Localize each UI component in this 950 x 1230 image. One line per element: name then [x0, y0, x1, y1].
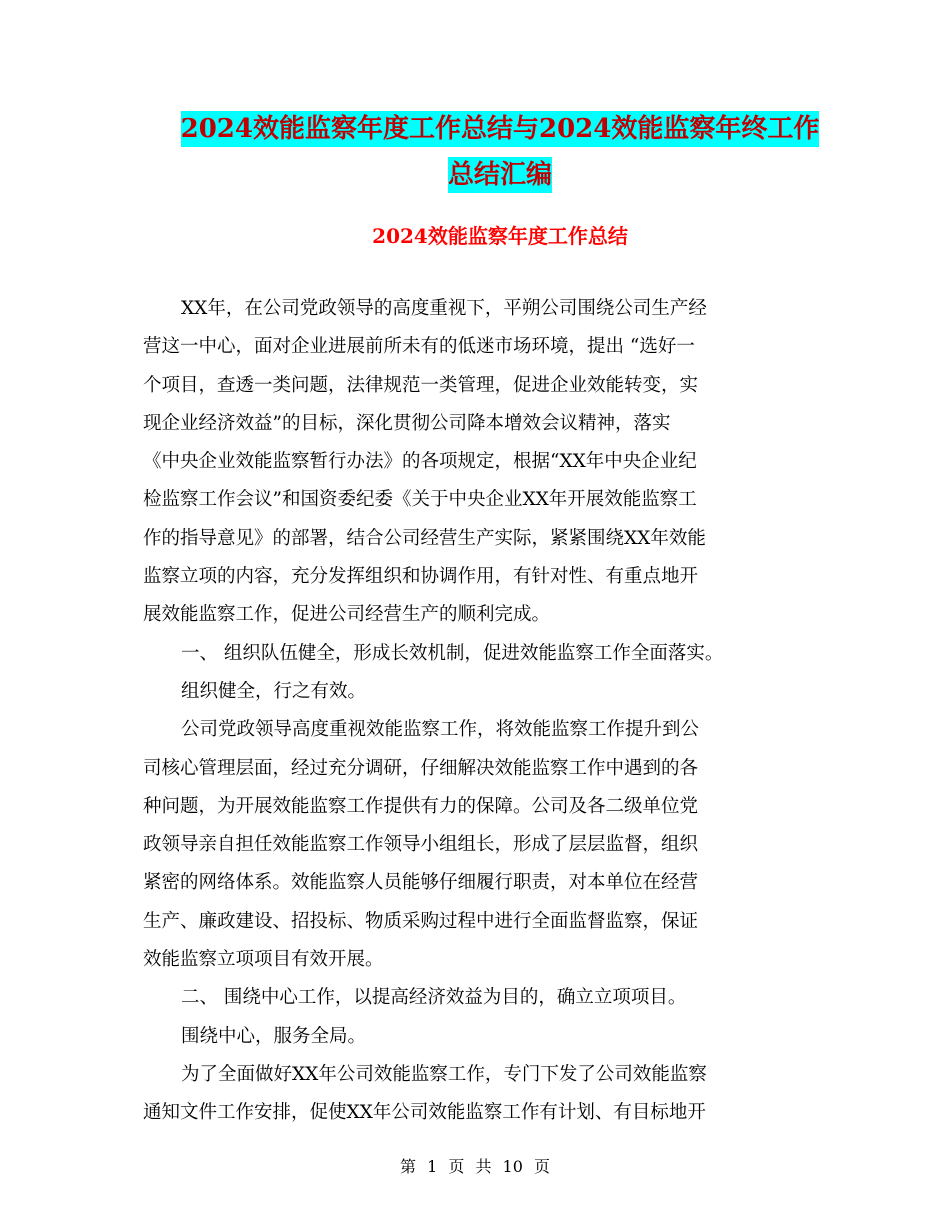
heading-line: 组织健全，行之有效。 [181, 680, 367, 702]
paragraph-line: 紧密的网络体系。效能监察人员能够仔细履行职责，对本单位在经营 [143, 872, 699, 894]
paragraph-line: 生产、廉政建设、招投标、物质采购过程中进行全面监督监察，保证 [143, 910, 699, 932]
paragraph-line: XX年，在公司党政领导的高度重视下，平朔公司围绕公司生产经 [181, 298, 707, 319]
paragraph-line: 政领导亲自担任效能监察工作领导小组组长，形成了层层监督，组织 [143, 834, 699, 856]
heading-line: 二、 围绕中心工作，以提高经济效益为目的，确立立项项目。 [181, 987, 687, 1009]
paragraph-line: 监察立项的内容，充分发挥组织和协调作用，有针对性、有重点地开 [143, 566, 699, 588]
heading-line: 围绕中心，服务全局。 [181, 1025, 367, 1047]
paragraph-line: 检监察工作会议”和国资委纪委《关于中央企业XX年开展效能监察工 [143, 489, 697, 511]
document-title [150, 106, 850, 198]
section-title: 2024效能监察年度工作总结 [372, 224, 628, 248]
body-text [143, 290, 823, 1133]
paragraph-line: 司核心管理层面，经过充分调研，仔细解决效能监察工作中遇到的各 [143, 757, 699, 779]
paragraph-line: 效能监察立项项目有效开展。 [143, 949, 384, 971]
paragraph-line: 现企业经济效益”的目标，深化贯彻公司降本增效会议精神，落实 [143, 412, 671, 434]
title-line-1: 2024效能监察年度工作总结与2024效能监察年终工作 [181, 111, 820, 147]
paragraph-line: 个项目，查透一类问题，法律规范一类管理，促进企业效能转变，实 [143, 374, 699, 396]
title-line-2: 总结汇编 [448, 157, 552, 193]
paragraph-line: 公司党政领导高度重视效能监察工作，将效能监察工作提升到公 [181, 719, 700, 741]
paragraph-line: 展效能监察工作，促进公司经营生产的顺利完成。 [143, 604, 551, 626]
paragraph-line: 种问题，为开展效能监察工作提供有力的保障。公司及各二级单位党 [143, 795, 699, 817]
heading-line: 一、 组织队伍健全，形成长效机制，促进效能监察工作全面落实。 [181, 642, 724, 664]
paragraph-line: 为了全面做好XX年公司效能监察工作，专门下发了公司效能监察 [181, 1063, 707, 1085]
paragraph-line: 通知文件工作安排，促使XX年公司效能监察工作有计划、有目标地开 [143, 1102, 706, 1124]
page-footer: 第 1 页 共 10 页 [400, 1157, 550, 1176]
paragraph-line: 《中央企业效能监察暂行办法》的各项规定，根据“XX年中央企业纪 [143, 451, 697, 473]
paragraph-line: 营这一中心，面对企业进展前所未有的低迷市场环境，提出 “选好一 [143, 336, 695, 358]
paragraph-line: 作的指导意见》的部署，结合公司经营生产实际，紧紧围绕XX年效能 [143, 527, 706, 549]
